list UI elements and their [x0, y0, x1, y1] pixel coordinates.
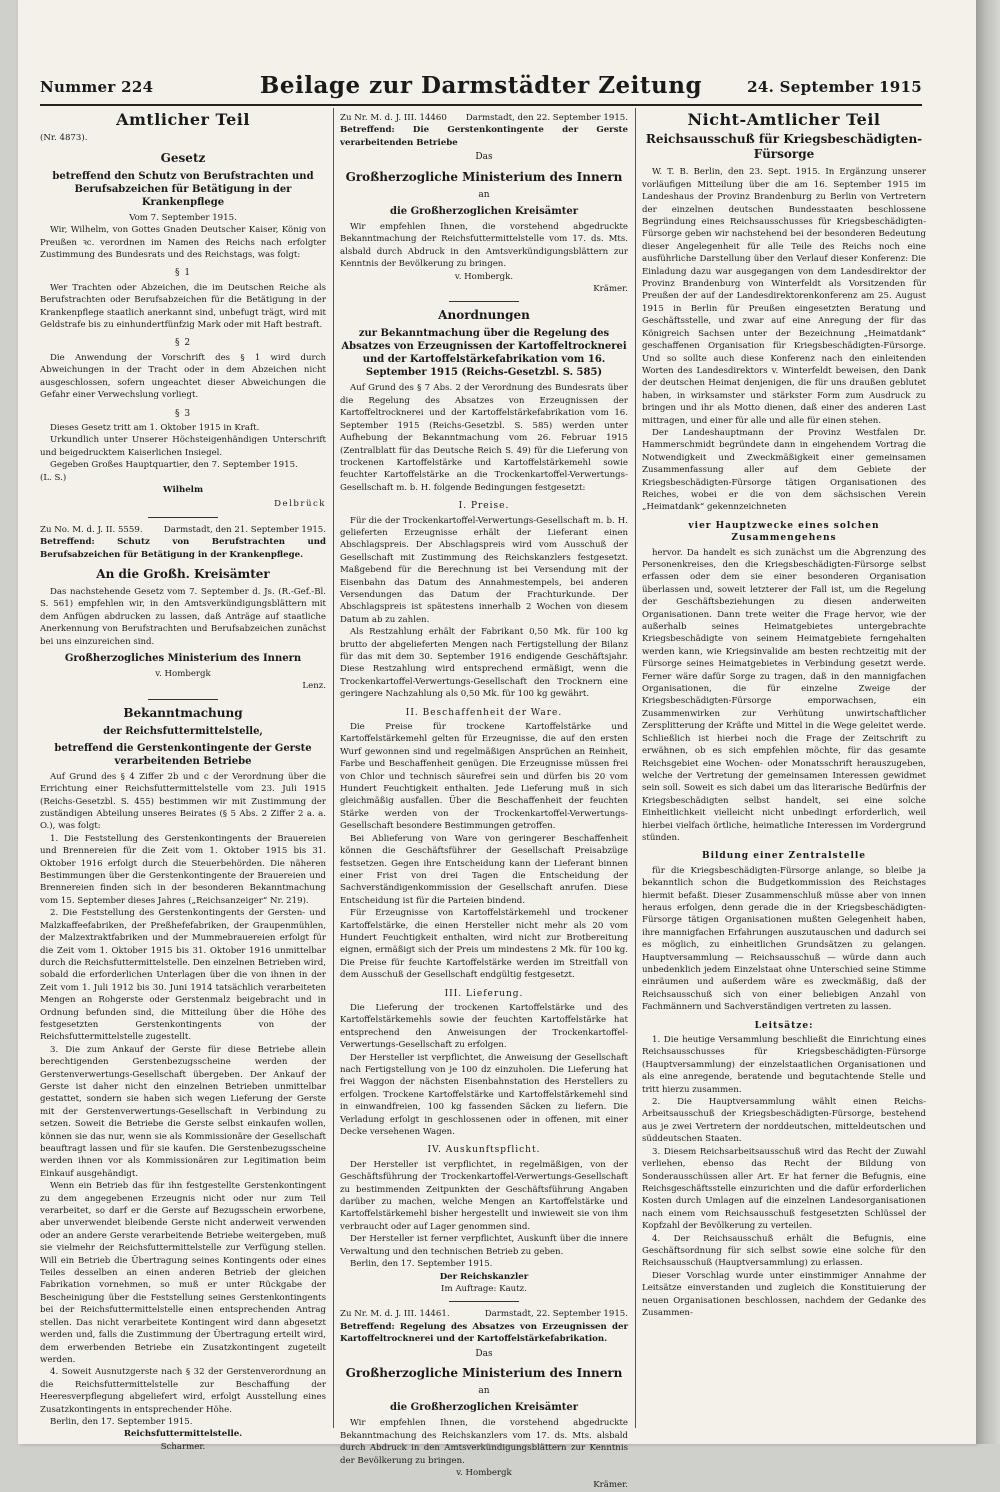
issue-date: 24. September 1915 — [747, 78, 922, 96]
section-heading: III. Lieferung. — [444, 988, 524, 999]
signature-2: Krämer. — [593, 1480, 628, 1491]
section-heading: IV. Auskunftspflicht. — [427, 1145, 541, 1156]
section-text: Die Preise für trockene Kartoffelstärke und Kartoffelstärkemehl gelten für Erzeugnisse, die auf den ersten Wurf gewonnen sind und regelmäßigen Ansprüchen an Reinheit, Farbe und Beschaffenheit genügen. Die Erzeugnisse müssen frei von Chlor und technisch säurefrei sein und dürfen bis 20 vom Hundert Feuchtigkeit enthalten. Jede Lieferung muß in sich gleichmäßig ausfallen. Über die Beschaffenheit der feuchten Stärke werden von der Trockenkartoffel-Verwertungs-Gesellschaft besondere Bestimmungen getroffen. — [340, 722, 628, 832]
guideline-item: 1. Die heutige Versammlung beschließt die Einrichtung eines Reichsausschusses für Kriegsbeschädigten-Fürsorge (Hauptversammlung) der einzelstaatlichen Organisationen und als eine anregende, beratende und begutachtende Stelle und tritt hierzu zusammen. — [642, 1035, 926, 1095]
orders-subtitle: zur Bekanntmachung über die Regelung des Absatzes von Erzeugnissen der Kartoffeltrocknerei und der Kartoffelstärkefabrikation vom 16. September 1915 (Reichs-Gesetzbl. S. 585) — [341, 328, 627, 379]
paragraph-label: § 2 — [174, 338, 192, 349]
divider — [148, 699, 218, 700]
column-divider — [635, 108, 636, 1428]
offices-text: Das nachstehende Gesetz vom 7. September d. Js. (R.-Gef.-Bl. S. 561) empfehlen wir, in den Amtsverkündigungsblättern mit dem Anfügen abdrucken zu lassen, daß Anträge auf staatliche Anerkennung von Berufstrachten und Berufsabzeichen zunächst bei uns einzureichen sind. — [40, 586, 326, 647]
reference-no: Zu Nr. M. d. J. III. 14460 — [340, 113, 447, 123]
divider — [449, 1301, 519, 1302]
paragraph-text: Die Anwendung der Vorschrift des § 1 wird durch Abweichungen in der Tracht oder in dem Abzeichen nicht ausgeschlossen, sofern ungeachtet dieser Abweichungen die Gefahr einer Verwechslung vorliegt. — [40, 352, 326, 401]
paragraph-text: Urkundlich unter Unserer Höchsteigenhändigen Unterschrift und beigedrucktem Kaiserlichen Insiegel. — [40, 435, 326, 458]
section-text: Der Hersteller ist ferner verpflichtet, Auskunft über die innere Verwaltung und den technischen Betrieb zu geben. — [340, 1234, 628, 1257]
article-paragraph: hervor. Da handelt es sich zunächst um die Abgrenzung des Personenkreises, den die Kriegsbeschädigten-Fürsorge selbst erfassen oder dem sie einer besonderen Organisation überlassen und, soweit letzterer der Fall ist, um die Regelung der Geschäftsbeziehungen zu diesen anderweiten Organisationen. Dann trete weiter die Frage hervor, wie der außerhalb seines Heimatgebietes untergebrachte Kriegsbeschädigte von seinem Heimatgebiete ferngehalten werden kann, wie Kriegsinvalide am besten rechtzeitig mit der Fürsorge seines Heimatgebietes in Verbindung gesetzt werde. Ferner wäre dafür Sorge zu tragen, daß in den mannigfachen Organisationen, die für einzelne Zweige der Kriegsbeschädigten-Fürsorge emporwachsen, ein Zusammenwirken zur Verhütung unwirtschaftlicher Zersplitterung der Kräfte und Mittel in die Wege geleitet werde. Schließlich ist hierbei noch die Frage der Zeitschrift zu erwähnen, ob es sich empfehlen möchte, für das gesamte Reichsgebiet eine Wochen- oder Monatsschrift herauszugeben, welche der Vertretung der gemeinsamen Interessen gewidmet sein soll. Soweit es sich dabei um das literarische Bedürfnis der Kriegsbeschädigten selbst handelt, sei eine solche Einheitlichkeit vielleicht nicht unbedingt erforderlich, weil hierbei vielfach örtliche, heimatliche Interessen im Vordergrund stünden. — [642, 547, 926, 843]
orders-title: Anordnungen — [438, 308, 530, 323]
column-1 — [40, 108, 326, 1452]
ministry-signature-2: Lenz. — [302, 681, 326, 692]
instruction-text: Wir empfehlen Ihnen, die vorstehend abgedruckte Bekanntmachung des Reichskanzlers vom 17. ds. Mts. alsbald durch Abdruck in den Amtsverkündigungsblättern zur Kenntnis der Bevölkerung zu bringen. — [340, 1418, 628, 1466]
ministry-name: Großherzogliche Ministerium des Innern — [345, 169, 623, 184]
guideline-item: 4. Der Reichsausschuß erhält die Befugnis, eine Geschäftsordnung für sich selbst sowie eine solche für den Reichsausschuß (Hauptversammlung) zu erlassen. — [642, 1233, 926, 1269]
place-date: Berlin, den 17. September 1915. — [50, 1416, 193, 1427]
divider — [449, 301, 519, 302]
ministry-name: Großherzogliches Ministerium des Innern — [64, 653, 302, 664]
section-text: Der Hersteller ist verpflichtet, in regelmäßigen, von der Geschäftsführung der Trockenkartoffel-Verwertungs-Gesellschaft zu bestimmenden Zeitpunkten der Geschäftsführung Angaben darüber zu machen, welche Mengen an Kartoffelstärke und Kartoffelstärkemehl bisher hergestellt und inwieweit sie von ihm verbraucht oder auf Lager genommen sind. — [340, 1159, 628, 1232]
paragraph-label: § 1 — [174, 268, 192, 279]
law-date: Vom 7. September 1915. — [129, 212, 237, 223]
orders-intro: Auf Grund des § 7 Abs. 2 der Verordnung des Bundesrats über die Regelung des Absatzes von Erzeugnissen der Kartoffeltrocknerei und der Kartoffelstärkefabrikation vom 16. September 1915 (Reichs-Gesetzbl. S. 585) werden unter Aufhebung der Bekanntmachung vom 26. Februar 1915 (Zentralblatt für das Deutsche Reich S. 49) für die Lieferung von trockenen Kartoffelstärke und Kartoffelstärkemehl sowie feuchter Kartoffelstärke an die Trockenkartoffel-Verwertungs-Gesellschaft m. b. H. folgende Bedingungen festgesetzt: — [340, 383, 628, 493]
reference-number — [40, 524, 326, 536]
preposition: an — [478, 1385, 490, 1396]
article-paragraph: Der Landeshauptmann der Provinz Westfalen Dr. Hammerschmidt begründete dann in eingehendem Vortrag die Notwendigkeit und Zweckmäßigkeit einer gemeinsamen Zusammenfassung aller auf dem Gebiete der Kriegsbeschädigten-Fürsorge tätigen Organisationen des Reiches, wobei er die von dem sächsischen Verein „Heimatdank“ gekennzeichneten — [642, 427, 926, 513]
article-word: Das — [475, 1348, 493, 1359]
masthead-rule — [40, 104, 922, 106]
signature-chancellor: Delbrück — [274, 499, 326, 510]
column-3 — [642, 108, 926, 1428]
subheading: vier Hauptzwecke eines solchen Zusammengehens — [688, 520, 880, 544]
signature-2: Krämer. — [593, 284, 628, 295]
instruction-text: Wir empfehlen Ihnen, die vorstehend abgedruckte Bekanntmachung der Reichsfuttermittelstelle vom 17. ds. Mts. alsbald durch Abdruck in den Amtsverkündigungsblättern zur Kenntnis der Bevölkerung zu bringen. — [340, 222, 628, 270]
ministry-signature: v. Hombergk — [155, 669, 211, 679]
preposition: an — [478, 189, 490, 200]
section-text: Bei Ablieferung von Ware von geringerer Beschaffenheit können die Geschäftsführer der Gesellschaft Preisabzüge festsetzen. Gegen ihre Entscheidung kann der Lieferant binnen einer Frist von drei Tagen die Entscheidung der Sachverständigenkommission der Gesellschaft anrufen. Diese Entscheidung ist für die Parteien bindend. — [340, 833, 628, 906]
newspaper-title: Beilage zur Darmstädter Zeitung — [259, 72, 703, 99]
place-date: Berlin, den 17. September 1915. — [350, 1259, 493, 1270]
announcement-title: Bekanntmachung — [123, 705, 243, 720]
article-paragraph: W. T. B. Berlin, den 23. Sept. 1915. In Ergänzung unserer vorläufigen Mitteilung über die am 16. September 1915 im Landeshaus der Provinz Brandenburg zu Berlin von Vertretern der einzelnen deutschen Bundesstaaten beschlossene Begründung eines Reichsausschusses für Kriegsbeschädigten-Fürsorge geben wir nachstehend bei der besonderen Bedeutung dieser Angelegenheit für alle Teile des Reichs noch eine ausführliche Darstellung über den Verlauf dieser Konferenz: Die Einladung dazu war ausgegangen von dem Landesdirektor der Provinz Brandenburg von Winterfeldt als Vorsitzenden für Preußen der auf der Landesdirektorenkonferenz am 25. August 1915 in Berlin für Preußen eingesetzten Beratung und Geschäftsstelle, und zwar auf eine Anregung der für das Königreich Sachsen unter der Bezeichnung „Heimatdank“ geschaffenen Organisation für Kriegsbeschädigten-Fürsorge. Und so sollte auch diese Konferenz nach den einleitenden Worten des Landesdirektors v. Winterfeldt beweisen, den Dank der deutschen Heimat denjenigen, die für uns draußen geblutet haben, in wirksamster und stärkster Form zum Ausdruck zu bringen und ihr als Motto dienen, daß einer des anderen Last mittragen, und einer für alle und alle für einen stehen. — [642, 167, 926, 426]
chancellor-signature: Im Auftrage: Kautz. — [441, 1283, 527, 1294]
subheading: Bildung einer Zentralstelle — [701, 851, 867, 862]
announcement-intro: Auf Grund des § 4 Ziffer 2b und c der Verordnung über die Errichtung einer Reichsfuttermittelstelle vom 23. Juli 1915 (Reichs-Gesetzbl. S. 455) bestimmen wir mit Zustimmung der zuständigen Abteilung unseres Beirates (§ 5 Abs. 2 Ziffer 2 a. a. O.), was folgt: — [40, 771, 326, 832]
reference-date: Darmstadt, den 22. September 1915. — [465, 113, 628, 123]
article-paragraph: für die Kriegsbeschädigten-Fürsorge anlange, so bleibe ja bekanntlich schon die Budgetkommission des Reichstages hiermit befaßt. Dieser Zusammenschluß müsse aber von innen heraus erfolgen, denn gerade die in der Kriegsbeschädigten-Fürsorge tätigen Organisationen mußten Gelegenheit haben, ihre mannigfachen Erfahrungen auszutauschen und dadurch sei es möglich, zu einheitlichen Grundsätzen zu gelangen. Hauptversammlung — Reichsausschuß — würde dann auch unbedenklich jedem Einzelstaat ohne Unterschied seine Stimme einräumen und außerdem wäre es zweckmäßig, daß der Reichsausschuß sich von einer beliebigen Anzahl von Fachmännern und Sachverständigen vertreten zu lassen. — [642, 865, 926, 1013]
article-word: Das — [475, 152, 493, 163]
reference-number — [340, 112, 628, 124]
section-heading: II. Beschaffenheit der Ware. — [405, 707, 563, 718]
section-text: Die Lieferung der trockenen Kartoffelstärke und des Kartoffelstärkemehls sowie der feuchten Kartoffelstärke hat entsprechend den Anweisungen der Trockenkartoffel-Verwertungs-Gesellschaft zu erfolgen. — [340, 1002, 628, 1051]
column-2 — [340, 108, 628, 1491]
addressee: die Großherzoglichen Kreisämter — [389, 1402, 579, 1414]
column-divider — [333, 108, 334, 1428]
announcement-subtitle-2: betreffend die Gerstenkontingente der Gerste verarbeitenden Betriebe — [54, 742, 312, 767]
issue-number: Nummer 224 — [40, 78, 154, 96]
announcement-item: 4. Soweit Ausnutzgerste nach § 32 der Gerstenverordnung an die Reichsfuttermittelstelle zur Beschaffung der Heeresverpflegung abgeliefert wird, erfolgt Ausstellung eines Zusatzkontingents in entsprechender Höhe. — [40, 1367, 326, 1415]
section-title: Amtlicher Teil — [116, 110, 250, 129]
announcement-signature: Scharmer. — [160, 1441, 206, 1452]
law-title: Gesetz — [160, 150, 206, 165]
announcement-item: 3. Die zum Ankauf der Gerste für diese Betriebe allein berechtigenden Gerstenbezugsscheine werden der Gerstenverwertungs-Gesellschaft übergeben. Der Ankauf der Gerste ist daher nicht den einzelnen Betrieben unmittelbar gestattet, sondern sie haben sich wegen Lieferung der Gerste mit der Gerstenverwertungs-Gesellschaft in Verbindung zu setzen. Soweit die Betriebe die Gerste selbst einkaufen wollen, können sie das nur, wenn sie als Kommissionäre der Gesellschaft beauftragt lassen und für sie kaufen. Die Gerstenbezugsscheine werden ihnen vor als Kommissionären zur Legitimation beim Einkauf ausgehändigt. — [40, 1044, 326, 1179]
guideline-item: 3. Diesem Reichsarbeitsausschuß wird das Recht der Zuwahl verliehen, ebenso das Recht der Bildung von Sonderausschüssen aller Art. Er hat ferner die Befugnis, eine Reichsgeschäftsstelle einzurichten und die dafür erforderlichen Kosten durch Umlagen auf die einzelnen Landesorganisationen nach einem vom Reichsausschuß festgesetzten Schlüssel der Kopfzahl der Bevölkerung zu verteilen. — [642, 1146, 926, 1232]
signature: v. Hombergk — [456, 1467, 512, 1478]
signature: v. Hombergk. — [454, 271, 514, 282]
masthead — [40, 72, 922, 104]
article-paragraph: Dieser Vorschlag wurde unter einstimmiger Annahme der Leitsätze einverstanden und zugleich die Konstituierung der neuen Organisationen beschlossen, nachdem der Gedanke des Zusammen- — [642, 1270, 926, 1318]
section-text: Für Erzeugnisse von Kartoffelstärkemehl und trockener Kartoffelstärke, die einen Hersteller nicht mehr als 20 vom Hundert Feuchtigkeit enthalten, wird nicht zur Brotbereitung eignen, ermäßigt sich der Preis um mindestens 2 Mk. für 100 kg. Die Preise für feuchte Kartoffelstärke werden im Streitfall von dem Ausschuß der Gesellschaft endgültig festgesetzt. — [340, 908, 628, 981]
addressee: An die Großh. Kreisämter — [96, 566, 270, 581]
article-headline: Reichsausschuß für Kriegsbeschädigten-Fürsorge — [645, 132, 923, 162]
reference-subject: Betreffend: Regelung des Absatzes von Erzeugnissen der Kartoffeltrocknerei und der Kartoffelstärkefabrikation. — [340, 1321, 628, 1345]
announcement-subtitle: der Reichsfuttermittelstelle, — [103, 725, 263, 737]
section-text: Der Hersteller ist verpflichtet, die Anweisung der Gesellschaft nach Fertigstellung von je 100 dz einzuholen. Die Lieferung hat frei Waggon der nächsten Eisenbahnstation des Herstellers zu erfolgen. Trockene Kartoffelstärke und Kartoffelstärkemehl sind in einwandfreien, 100 kg fassenden Säcken zu liefern. Die Verladung erfolgt in geschlossenen oder in offenen, mit einer Decke versehenen Wagen. — [340, 1052, 628, 1138]
section-heading: I. Preise. — [458, 501, 510, 512]
reference-subject: Betreffend: Die Gerstenkontingente der Gerste verarbeitenden Betriebe — [340, 125, 628, 148]
ministry-name: Großherzogliche Ministerium des Innern — [345, 1365, 623, 1380]
guideline-item: 2. Die Hauptversammlung wählt einen Reichs-Arbeitsausschuß der Kriegsbeschädigten-Fürsorge, bestehend aus je zwei Vertretern der norddeutschen, mitteldeutschen und süddeutschen Staaten. — [642, 1097, 926, 1145]
signature-emperor: Wilhelm — [162, 484, 204, 495]
law-intro: Wir, Wilhelm, von Gottes Gnaden Deutscher Kaiser, König von Preußen ꝛc. verordnen im Namen des Reichs nach erfolgter Zustimmung des Bundesrats und des Reichstags, was folgt: — [40, 225, 326, 261]
section-title: Nicht-Amtlicher Teil — [687, 110, 881, 129]
reference-no: Zu No. M. d. J. II. 5559. — [40, 524, 143, 535]
announcement-item: 2. Die Feststellung des Gerstenkontingents der Gersten- und Malzkaffeefabriken, der Preßhefefabriken, der Graupenmühlen, der Malzextraktfabriken und der Mummebrauereien erfolgt für die Zeit vom 1. Oktober 1915 bis 31. Oktober 1916 unmittelbar durch die Reichsfuttermittelstelle. Den einzelnen Betrieben wird, sobald die erforderlichen Unterlagen über die von ihnen in der Zeit vom 1. Juli 1912 bis 30. Juni 1914 tatsächlich verarbeiteten Mengen an Rohgerste oder Gerstenmalz beigebracht und in Ordnung befunden sind, die Mitteilung über die Höhe des festgesetzten Gerstenkontingents von der Reichsfuttermittelstelle zugestellt. — [40, 908, 326, 1043]
addressee: die Großherzoglichen Kreisämter — [389, 206, 579, 218]
paragraph-text: Wer Trachten oder Abzeichen, die im Deutschen Reiche als Berufstrachten oder Berufsabzeichen für die Betätigung in der Krankenpflege staatlich anerkannt sind, unbefugt trägt, wird mit Geldstrafe bis zu einhundertfünfzig Mark oder mit Haft bestraft. — [40, 282, 326, 331]
section-text: Als Restzahlung erhält der Fabrikant 0,50 Mk. für 100 kg brutto der abgelieferten Mengen nach Fertigstellung der Bilanz für das mit dem 30. September 1916 endigende Geschäftsjahr. Diese Restzahlung wird entsprechend ermäßigt, wenn die Trockenkartoffel-Verwertungs-Gesellschaft den Trocknern eine geringere Nachzahlung als 0,50 Mk. für 100 kg gewährt. — [340, 627, 628, 700]
announcement-item: Wenn ein Betrieb das für ihn festgestellte Gerstenkontingent zu dem angegebenen Erzeugnis nicht oder nur zum Teil verarbeitet, so darf er die Gerste auf Bezugsschein erworbene, aber unverwendet bleibende Gerste nicht anderweit verwenden oder an andere Gerste verarbeitende Betriebe weitergeben, muß sie vielmehr der Reichsfuttermittelstelle zur Verfügung stellen. Will ein Betrieb die Übertragung seines Kontingents oder eines Teiles desselben an einen anderen Betrieb der gleichen Fabrikation vornehmen, so muß er unter Rückgabe der Bescheinigung über die Feststellung seines Gerstenkontingents bei der Reichsfuttermittelstelle einen entsprechenden Antrag stellen. Das nicht verarbeitete Kontingent wird dann abgesetzt werden und, falls die Zustimmung der Übertragung erteilt wird, dem erwerbenden Betriebe ein Zusatzkontingent zugeteilt werden. — [40, 1181, 326, 1365]
seal-note: (L. S.) — [40, 472, 67, 483]
given-line: Gegeben Großes Hauptquartier, den 7. September 1915. — [50, 460, 298, 471]
reference-no: Zu Nr. M. d. J. III. 14461. — [340, 1309, 450, 1320]
paragraph-label: § 3 — [174, 408, 192, 419]
chancellor-title: Der Reichskanzler — [439, 1271, 529, 1282]
reference-date: Darmstadt, 22. September 1915. — [484, 1309, 628, 1320]
issuing-office: Reichsfuttermittelstelle. — [123, 1429, 243, 1440]
divider — [148, 517, 218, 518]
law-number: (Nr. 4873). — [40, 133, 88, 144]
reference-date: Darmstadt, den 21. September 1915. — [163, 524, 326, 535]
law-subject: betreffend den Schutz von Berufstrachten und Berufsabzeichen für Betätigung in der Krankenpflege — [52, 170, 314, 208]
page-edge — [976, 0, 1000, 1444]
section-text: Für die der Trockenkartoffel-Verwertungs-Gesellschaft m. b. H. gelieferten Erzeugnisse erhält der Lieferant einen Abschlagspreis. Der Abschlagspreis wird vom Ausschuß der Gesellschaft mit Zustimmung des Reichskanzlers festgesetzt. Maßgebend für die Berechnung ist bei Versendung mit der Eisenbahn das Datum des Annahmestempels, bei anderen Versendungen das Datum der Frachturkunde. Der Abschlagspreis ist spätestens innerhalb 2 Wochen von diesem Datum ab zu zahlen. — [340, 515, 628, 625]
reference-subject: Betreffend: Schutz von Berufstrachten und Berufsabzeichen für Betätigung in der Krankenpflege. — [40, 537, 326, 560]
announcement-item: 1. Die Feststellung des Gerstenkontingents der Brauereien und Brennereien für die Zeit vom 1. Oktober 1915 bis 31. Oktober 1916 erfolgt durch die Steuerbehörden. Die näheren Bestimmungen über die Gerstenkontingente der Brauereien und Brennereien finden sich in der besonderen Bekanntmachung vom 15. September dieses Jahres („Reichsanzeiger“ Nr. 219). — [40, 833, 326, 906]
subheading: Leitsätze: — [754, 1020, 814, 1031]
paragraph-text: Dieses Gesetz tritt am 1. Oktober 1915 in Kraft. — [50, 422, 260, 433]
reference-number — [340, 1308, 628, 1320]
